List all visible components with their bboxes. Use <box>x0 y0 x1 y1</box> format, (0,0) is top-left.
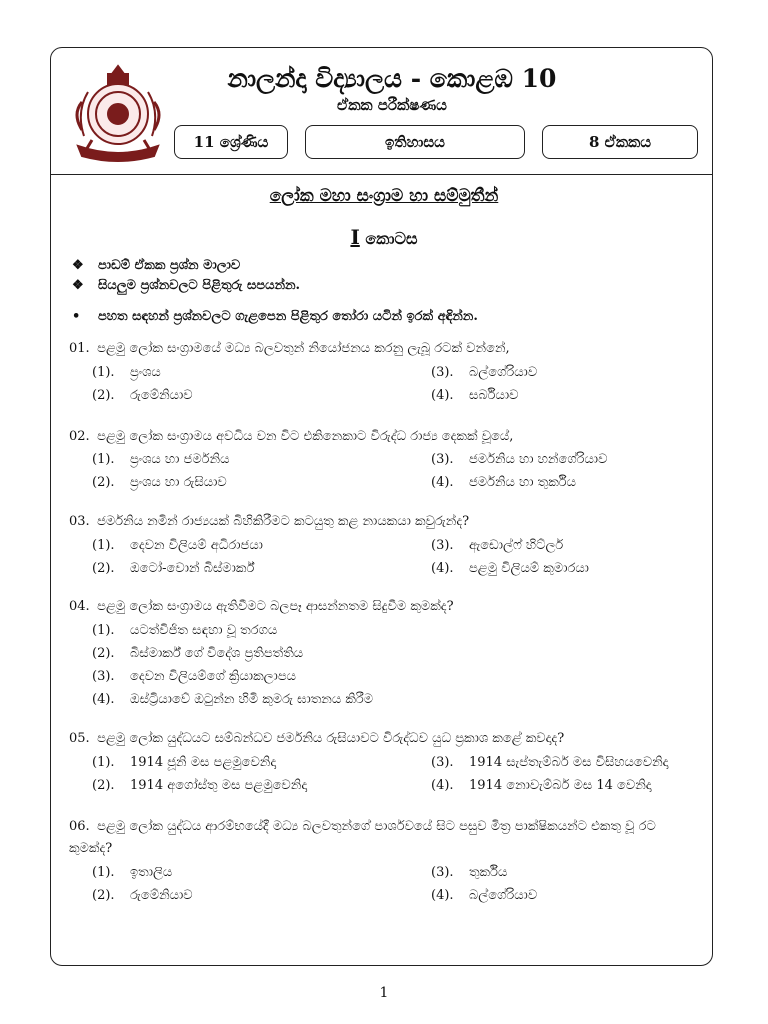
option-number: (3). <box>431 365 454 380</box>
lesson-title: ලෝක මහා සංග්‍රාම හා සම්මුතීන් <box>269 186 499 206</box>
option <box>92 448 229 471</box>
option-number: (1). <box>92 538 115 553</box>
question-number: 01. <box>69 341 90 356</box>
option <box>431 384 518 407</box>
option-text: ඔස්ට්‍රියාවේ ඔටුන්න හිමි කුමරු ඝාතනය කිරීම <box>130 692 374 707</box>
option <box>431 861 507 884</box>
option-number: (2). <box>92 475 115 490</box>
subject-label: ඉතිහාසය <box>385 133 445 151</box>
question-number: 03. <box>69 514 90 529</box>
option-number: (2). <box>92 388 115 403</box>
option-number: (4). <box>92 692 115 707</box>
part-heading <box>150 224 618 252</box>
option <box>92 774 307 797</box>
option-number: (4). <box>431 888 454 903</box>
question-options <box>92 534 692 580</box>
diamond-bullet-icon: ❖ <box>72 258 84 273</box>
option <box>431 534 563 557</box>
question-number: 02. <box>69 429 90 444</box>
question-stem <box>69 596 689 618</box>
question-text: පළමු ලෝක සංග්‍රාමය අවධිය වන විට එකිනෙකාට විරුද්ධ රාජ්‍ය දෙකක් වූයේ, <box>97 429 514 444</box>
school-name: නාලන්දා විද්‍යාලය - කොළඹ 10 <box>227 64 557 93</box>
question-number: 04. <box>69 599 90 614</box>
part-label: කොටස <box>365 229 418 248</box>
subject-box <box>305 125 525 159</box>
option <box>92 665 296 688</box>
header-divider <box>50 174 713 175</box>
option <box>431 471 576 494</box>
option-number: (1). <box>92 452 115 467</box>
directive <box>72 307 478 327</box>
option-number: (2). <box>92 888 115 903</box>
option-number: (4). <box>431 778 454 793</box>
option-text: 1914 අගෝස්තු මස පළමුවෙනිදා <box>130 778 308 793</box>
option-number: (3). <box>92 669 115 684</box>
option-number: (1). <box>92 365 115 380</box>
option <box>92 384 193 407</box>
option <box>92 751 276 774</box>
grade-box <box>174 125 288 159</box>
instruction-text: පාඩම් ඒකක ප්‍රශ්න මාලාව <box>98 258 241 273</box>
option-number: (4). <box>431 388 454 403</box>
option <box>431 774 652 797</box>
option-number: (1). <box>92 865 115 880</box>
round-bullet-icon: • <box>72 309 81 324</box>
instruction-text: සියලුම ප්‍රශ්නවලට පිළිතුරු සපයන්න. <box>98 278 301 293</box>
option-number: (3). <box>431 865 454 880</box>
unit-label: 8 ඒකකය <box>589 133 651 151</box>
option <box>92 642 303 665</box>
grade-label: 11 ශ්‍රේණිය <box>193 133 269 151</box>
question-text: පළමු ලෝක සංග්‍රාමයේ මධ්‍ය බලවතුන් නියෝජනය කරනු ලැබූ රටක් වන්නේ, <box>97 341 510 356</box>
instruction-item <box>72 276 300 296</box>
option <box>92 688 373 711</box>
option-text: ප්‍රංශය හා රුසියාව <box>130 475 227 490</box>
question-stem <box>69 338 689 360</box>
option <box>92 619 277 642</box>
option-number: (4). <box>431 561 454 576</box>
option-text: සර්බියාව <box>469 388 519 403</box>
option-text: ජර්මනිය හා තුර්කිය <box>469 475 576 490</box>
option <box>92 557 254 580</box>
option-text: බල්ගේරියාව <box>469 888 538 903</box>
option-text: යටත්විජිත සඳහා වූ තරගය <box>130 623 278 638</box>
option-text: රුමේනියාව <box>130 888 193 903</box>
question-stem <box>69 816 689 860</box>
question-stem <box>69 511 689 533</box>
option-text: ජර්මනිය හා හන්ගේරියාව <box>469 452 608 467</box>
option-text: දෙවන විලියම්ගේ ක්‍රියාකලාපය <box>130 669 296 684</box>
question-text: ජර්මනිය නමින් රාජ්‍යයක් බිහිකිරීමට කටයුතු කළ නායකයා කවුරුන්ද? <box>97 514 470 529</box>
question-options <box>92 361 692 407</box>
instruction-item <box>72 256 240 276</box>
option-number: (4). <box>431 475 454 490</box>
option <box>431 751 668 774</box>
option-number: (2). <box>92 778 115 793</box>
option-text: පළමු විලියම් කුමාරයා <box>469 561 589 576</box>
option-number: (1). <box>92 623 115 638</box>
diamond-bullet-icon: ❖ <box>72 278 84 293</box>
option-text: දෙවන විලියම් අධිරාජයා <box>130 538 263 553</box>
unit-box <box>542 125 698 159</box>
option <box>92 361 161 384</box>
option <box>431 448 607 471</box>
directive-text: පහත සඳහන් ප්‍රශ්නවලට ගැළපෙන පිළිතුර තෝරා යටින් ඉරක් අඳින්න. <box>98 309 478 324</box>
option-number: (1). <box>92 755 115 770</box>
option-number: (3). <box>431 538 454 553</box>
option <box>92 861 172 884</box>
option-text: 1914 නොවැම්බර් මස 14 වෙනිදා <box>469 778 652 793</box>
option-text: ඉතාලිය <box>130 865 173 880</box>
question-options <box>92 448 692 494</box>
option-number: (3). <box>431 755 454 770</box>
question-stem <box>69 426 689 448</box>
exam-type: ඒකක පරීක්ෂණය <box>337 96 447 114</box>
question-options <box>92 751 692 797</box>
option-text: තුර්කිය <box>469 865 508 880</box>
question-text: පළමු ලෝක යුද්ධය ආරම්භයේදී මධ්‍ය බලවතුන්ගේ පාර්ශවයේ සිට පසුව මිත්‍ර පාක්ෂිකයන්ට එකතු වූ රට කුමක්ද? <box>69 819 656 856</box>
part-number: I <box>350 225 360 249</box>
option <box>92 534 263 557</box>
question-stem <box>69 728 689 750</box>
option <box>92 471 227 494</box>
option <box>431 361 537 384</box>
option-number: (2). <box>92 646 115 661</box>
question-number: 06. <box>69 819 90 834</box>
question-options <box>92 861 692 907</box>
option-text: රුමේනියාව <box>130 388 193 403</box>
option-text: ප්‍රංශය හා ජර්මනිය <box>130 452 230 467</box>
question-text: පළමු ලෝක යුද්ධයට සම්බන්ධව ජර්මනිය රුසියාවට විරුද්ධව යුධ ප්‍රකාශ කළේ කවදාද? <box>97 731 565 746</box>
option-text: ප්‍රංශය <box>130 365 161 380</box>
school-crest-logo <box>68 62 168 166</box>
question-text: පළමු ලෝක සංග්‍රාමය ඇතිවීමට බලපෑ ආසන්නතම සිදුවීම කුමක්ද? <box>97 599 454 614</box>
option <box>431 557 589 580</box>
option-text: බල්ගේරියාව <box>469 365 538 380</box>
option-text: ඇඩොල්ෆ් හිට්ලර් <box>469 538 564 553</box>
option-text: 1914 ජූනි මස පළමුවෙනිදා <box>130 755 277 770</box>
option <box>431 884 537 907</box>
page-number: 1 <box>379 985 389 1001</box>
option-text: ඔටෝ-වොන් බිස්මාර්ක් <box>130 561 255 576</box>
question-number: 05. <box>69 731 90 746</box>
option <box>92 884 193 907</box>
question-options <box>92 619 692 711</box>
option-number: (3). <box>431 452 454 467</box>
option-number: (2). <box>92 561 115 576</box>
option-text: බිස්මාර්ක් ගේ විදේශ ප්‍රතිපත්තිය <box>130 646 304 661</box>
option-text: 1914 සැප්තැම්බර් මස විසිහයවෙනිදා <box>469 755 669 770</box>
